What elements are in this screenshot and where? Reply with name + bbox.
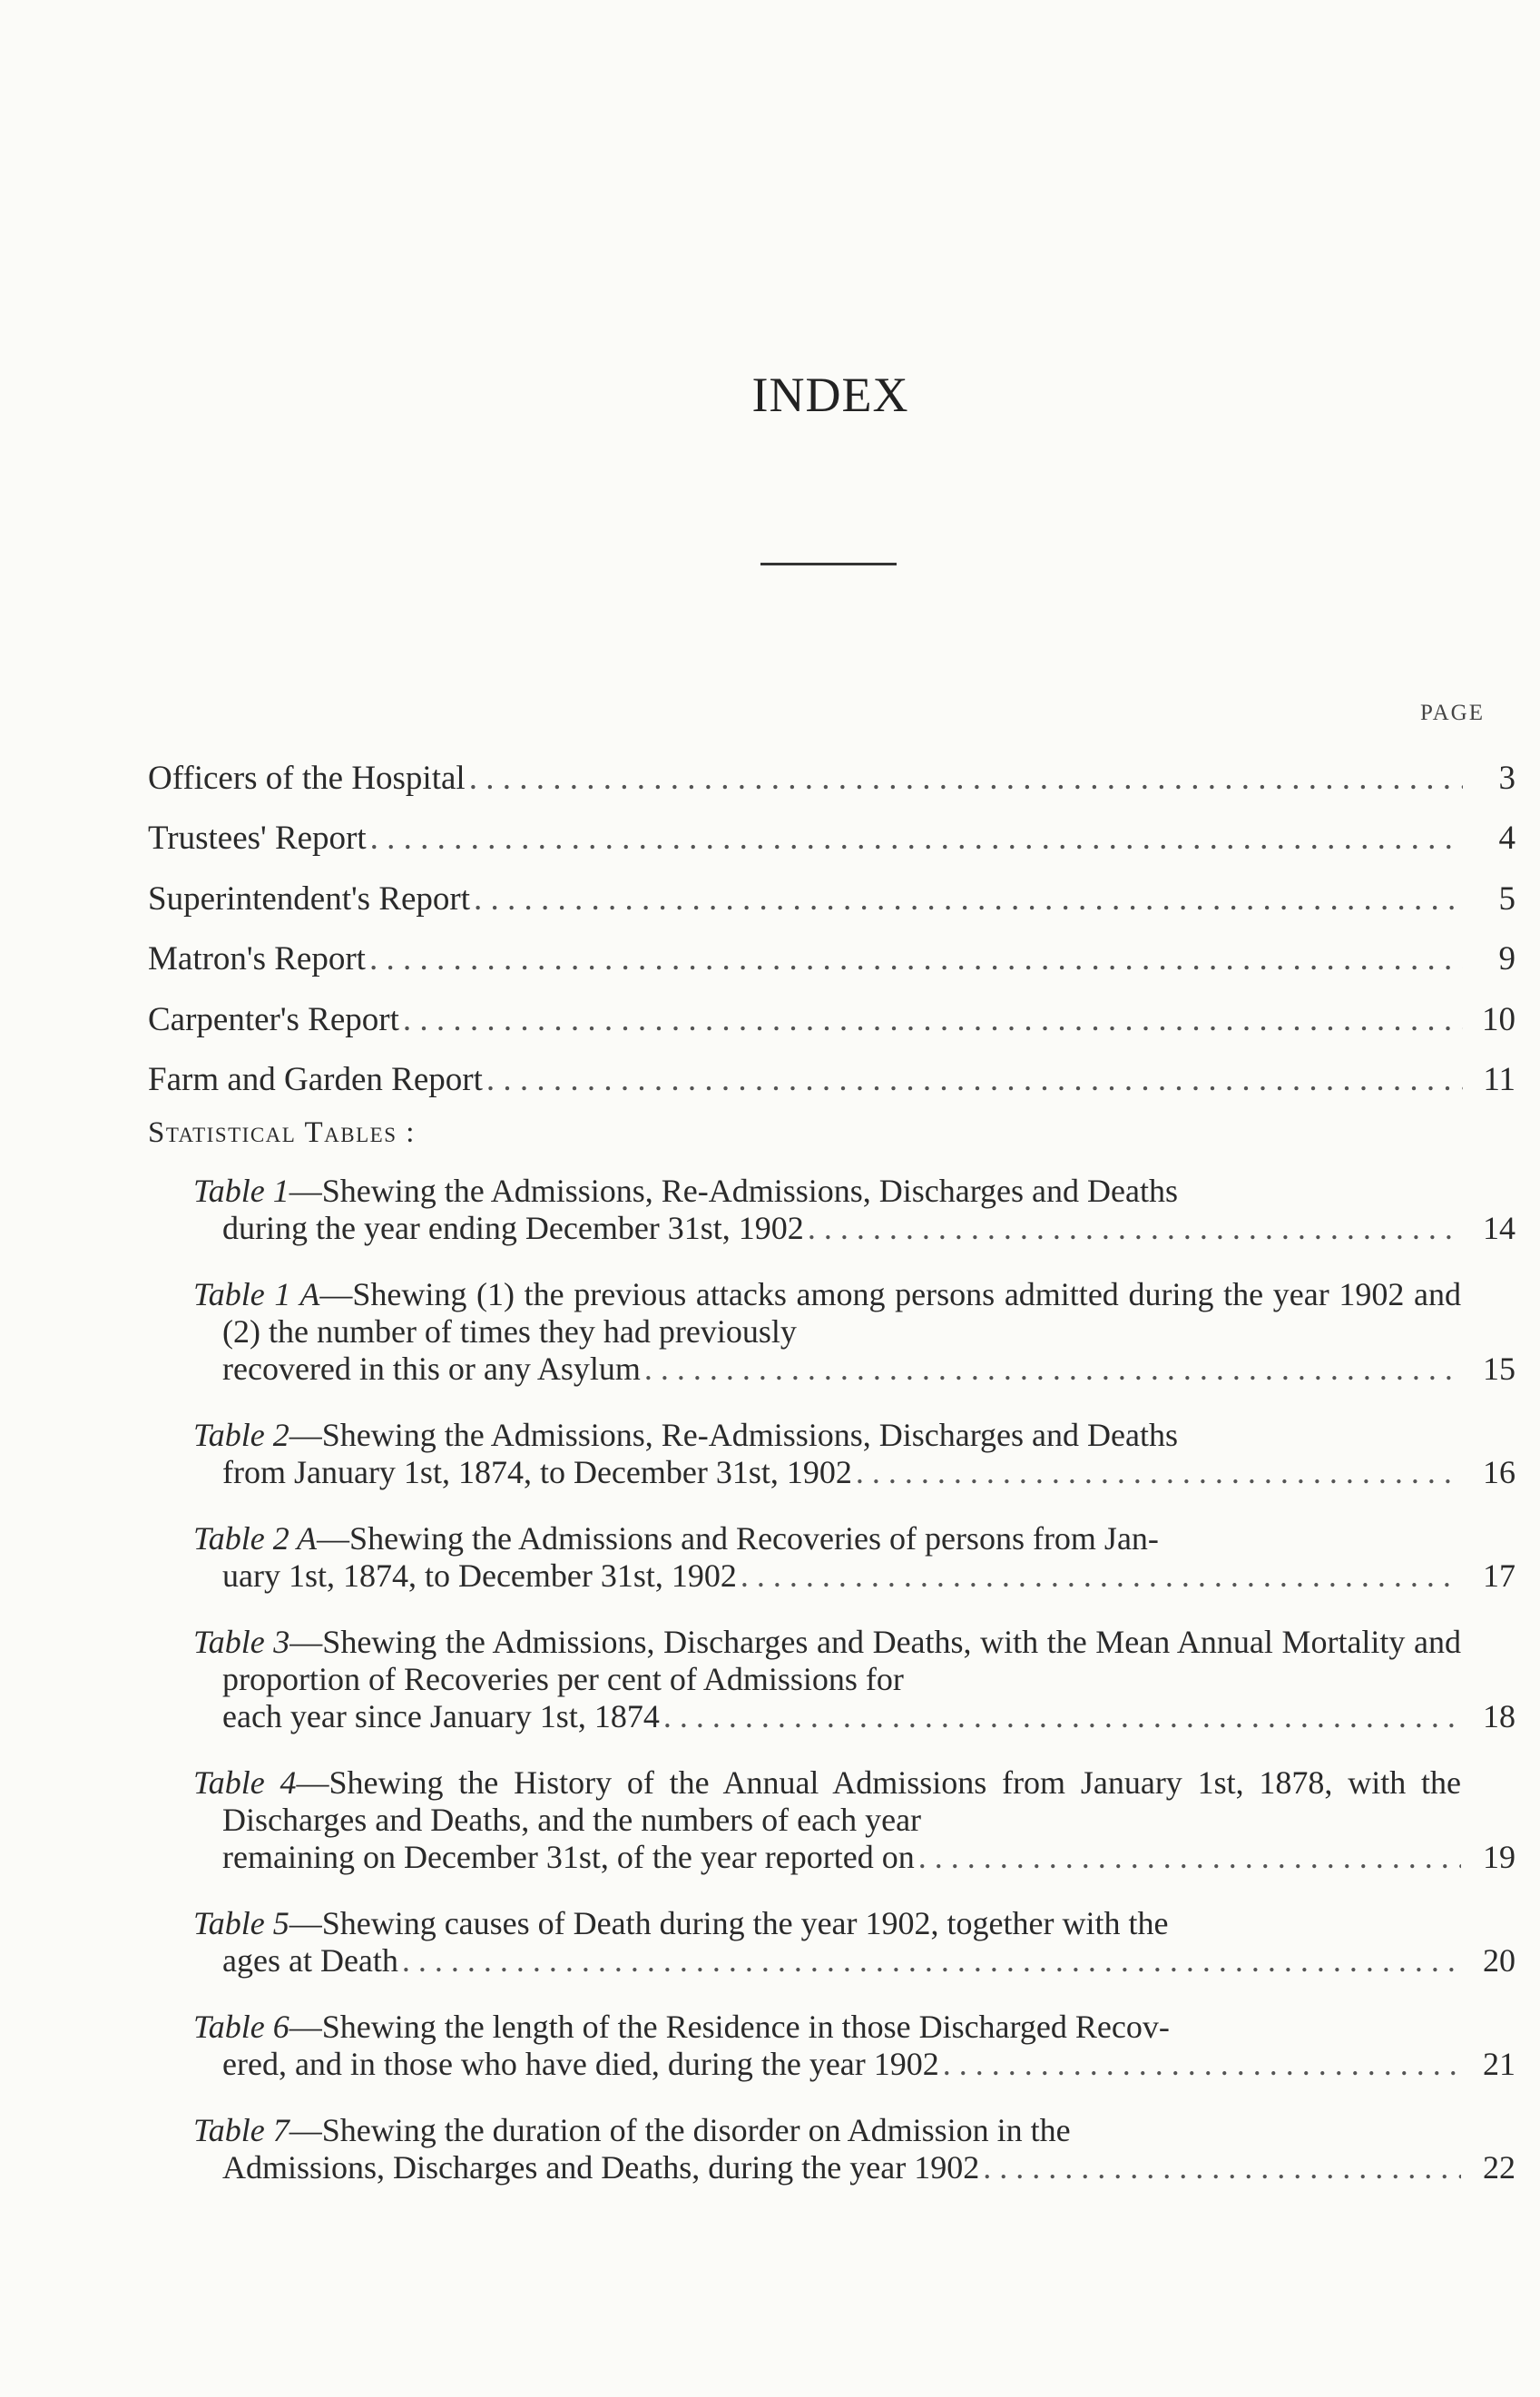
table-page: 18 bbox=[1483, 1698, 1515, 1734]
table-label: Table 4 bbox=[193, 1764, 297, 1801]
index-main-list bbox=[148, 737, 1515, 1099]
dot-leader bbox=[474, 879, 1463, 919]
table-label: Table 6 bbox=[193, 2009, 289, 2045]
table-description: —Shewing the Admissions, Discharges and Deaths, with the Mean Annual Mortality and proportion of Recoveries per cent of Admissions for bbox=[222, 1624, 1461, 1697]
table-label: Table 3 bbox=[193, 1624, 290, 1660]
table-page: 15 bbox=[1483, 1351, 1515, 1387]
entry-page: 5 bbox=[1498, 879, 1515, 918]
table-page: 21 bbox=[1483, 2046, 1515, 2082]
statistical-tables-heading: Statistical Tables : bbox=[148, 1116, 416, 1149]
dot-leader bbox=[943, 2046, 1461, 2083]
table-entry bbox=[193, 2112, 1515, 2186]
dot-leader bbox=[469, 759, 1463, 798]
table-description-end: each year since January 1st, 1874 bbox=[222, 1698, 660, 1734]
dot-leader bbox=[983, 2149, 1461, 2186]
index-entry bbox=[148, 858, 1515, 919]
table-label: Table 2 A bbox=[193, 1520, 318, 1557]
table-label: Table 7 bbox=[193, 2112, 289, 2148]
table-description: —Shewing the History of the Annual Admissions from January 1st, 1878, with the Discharges and Deaths, and the numbers of each year bbox=[222, 1764, 1461, 1838]
dot-leader bbox=[486, 1060, 1463, 1099]
table-description-end: recovered in this or any Asylum bbox=[222, 1351, 641, 1387]
table-description-end: Admissions, Discharges and Deaths, during the year 1902 bbox=[222, 2149, 980, 2186]
table-page: 20 bbox=[1483, 1942, 1515, 1979]
entry-label: Officers of the Hospital bbox=[148, 759, 466, 797]
index-entry bbox=[148, 798, 1515, 859]
table-description-end: during the year ending December 31st, 1902 bbox=[222, 1210, 804, 1246]
page-column-heading: PAGE bbox=[1420, 701, 1485, 725]
table-description: —Shewing the Admissions and Recoveries of persons from Jan- bbox=[317, 1520, 1159, 1557]
entry-label: Carpenter's Report bbox=[148, 1000, 399, 1038]
table-page: 19 bbox=[1483, 1839, 1515, 1875]
entry-label: Farm and Garden Report bbox=[148, 1061, 483, 1098]
table-entry bbox=[193, 1276, 1515, 1388]
table-entry bbox=[193, 1764, 1515, 1876]
table-label: Table 1 bbox=[193, 1173, 289, 1209]
page-title: INDEX bbox=[751, 368, 909, 422]
table-page: 14 bbox=[1483, 1210, 1515, 1246]
entry-page: 11 bbox=[1483, 1061, 1515, 1098]
dot-leader bbox=[402, 1942, 1461, 1979]
entry-page: 3 bbox=[1498, 759, 1515, 797]
entry-label: Superintendent's Report bbox=[148, 879, 471, 918]
dot-leader bbox=[663, 1698, 1461, 1735]
table-entry bbox=[193, 1905, 1515, 1979]
statistical-tables-list bbox=[193, 1173, 1515, 2186]
dot-leader bbox=[370, 819, 1463, 858]
index-entry bbox=[148, 737, 1515, 798]
dot-leader bbox=[856, 1454, 1461, 1491]
table-description: —Shewing causes of Death during the year 1902, together with the bbox=[289, 1905, 1169, 1941]
dot-leader bbox=[918, 1839, 1461, 1876]
entry-label: Trustees' Report bbox=[148, 820, 367, 857]
table-page: 16 bbox=[1483, 1454, 1515, 1490]
table-description: —Shewing the duration of the disorder on Admission in the bbox=[289, 2112, 1071, 2148]
table-description: —Shewing the length of the Residence in those Discharged Recov- bbox=[289, 2009, 1170, 2045]
table-entry bbox=[193, 1624, 1515, 1735]
table-description: —Shewing (1) the previous attacks among persons admitted during the year 1902 and (2) the number of times they had previously bbox=[222, 1276, 1461, 1350]
dot-leader bbox=[403, 1000, 1463, 1039]
index-entry bbox=[148, 1039, 1515, 1100]
index-entry bbox=[148, 919, 1515, 979]
table-description-end: uary 1st, 1874, to December 31st, 1902 bbox=[222, 1557, 737, 1594]
table-page: 22 bbox=[1483, 2149, 1515, 2186]
table-description-end: from January 1st, 1874, to December 31st, 1902 bbox=[222, 1454, 852, 1490]
entry-page: 10 bbox=[1482, 1000, 1515, 1038]
index-entry bbox=[148, 978, 1515, 1039]
entry-label: Matron's Report bbox=[148, 940, 366, 977]
dot-leader bbox=[741, 1557, 1461, 1595]
table-description-end: remaining on December 31st, of the year reported on bbox=[222, 1839, 915, 1875]
table-description: —Shewing the Admissions, Re-Admissions, Discharges and Deaths bbox=[289, 1173, 1178, 1209]
table-description-end: ered, and in those who have died, during the year 1902 bbox=[222, 2046, 939, 2082]
table-entry bbox=[193, 1173, 1515, 1247]
entry-page: 4 bbox=[1498, 820, 1515, 857]
entry-page: 9 bbox=[1498, 940, 1515, 977]
dot-leader bbox=[644, 1351, 1461, 1388]
dot-leader bbox=[808, 1210, 1461, 1247]
table-label: Table 2 bbox=[193, 1417, 289, 1453]
dot-leader bbox=[369, 939, 1463, 978]
table-description: —Shewing the Admissions, Re-Admissions, Discharges and Deaths bbox=[289, 1417, 1178, 1453]
table-entry bbox=[193, 2009, 1515, 2083]
table-entry bbox=[193, 1417, 1515, 1491]
table-description-end: ages at Death bbox=[222, 1942, 398, 1979]
table-entry bbox=[193, 1520, 1515, 1595]
table-label: Table 5 bbox=[193, 1905, 289, 1941]
table-page: 17 bbox=[1483, 1557, 1515, 1594]
table-label: Table 1 A bbox=[193, 1276, 320, 1312]
title-rule bbox=[760, 563, 897, 565]
